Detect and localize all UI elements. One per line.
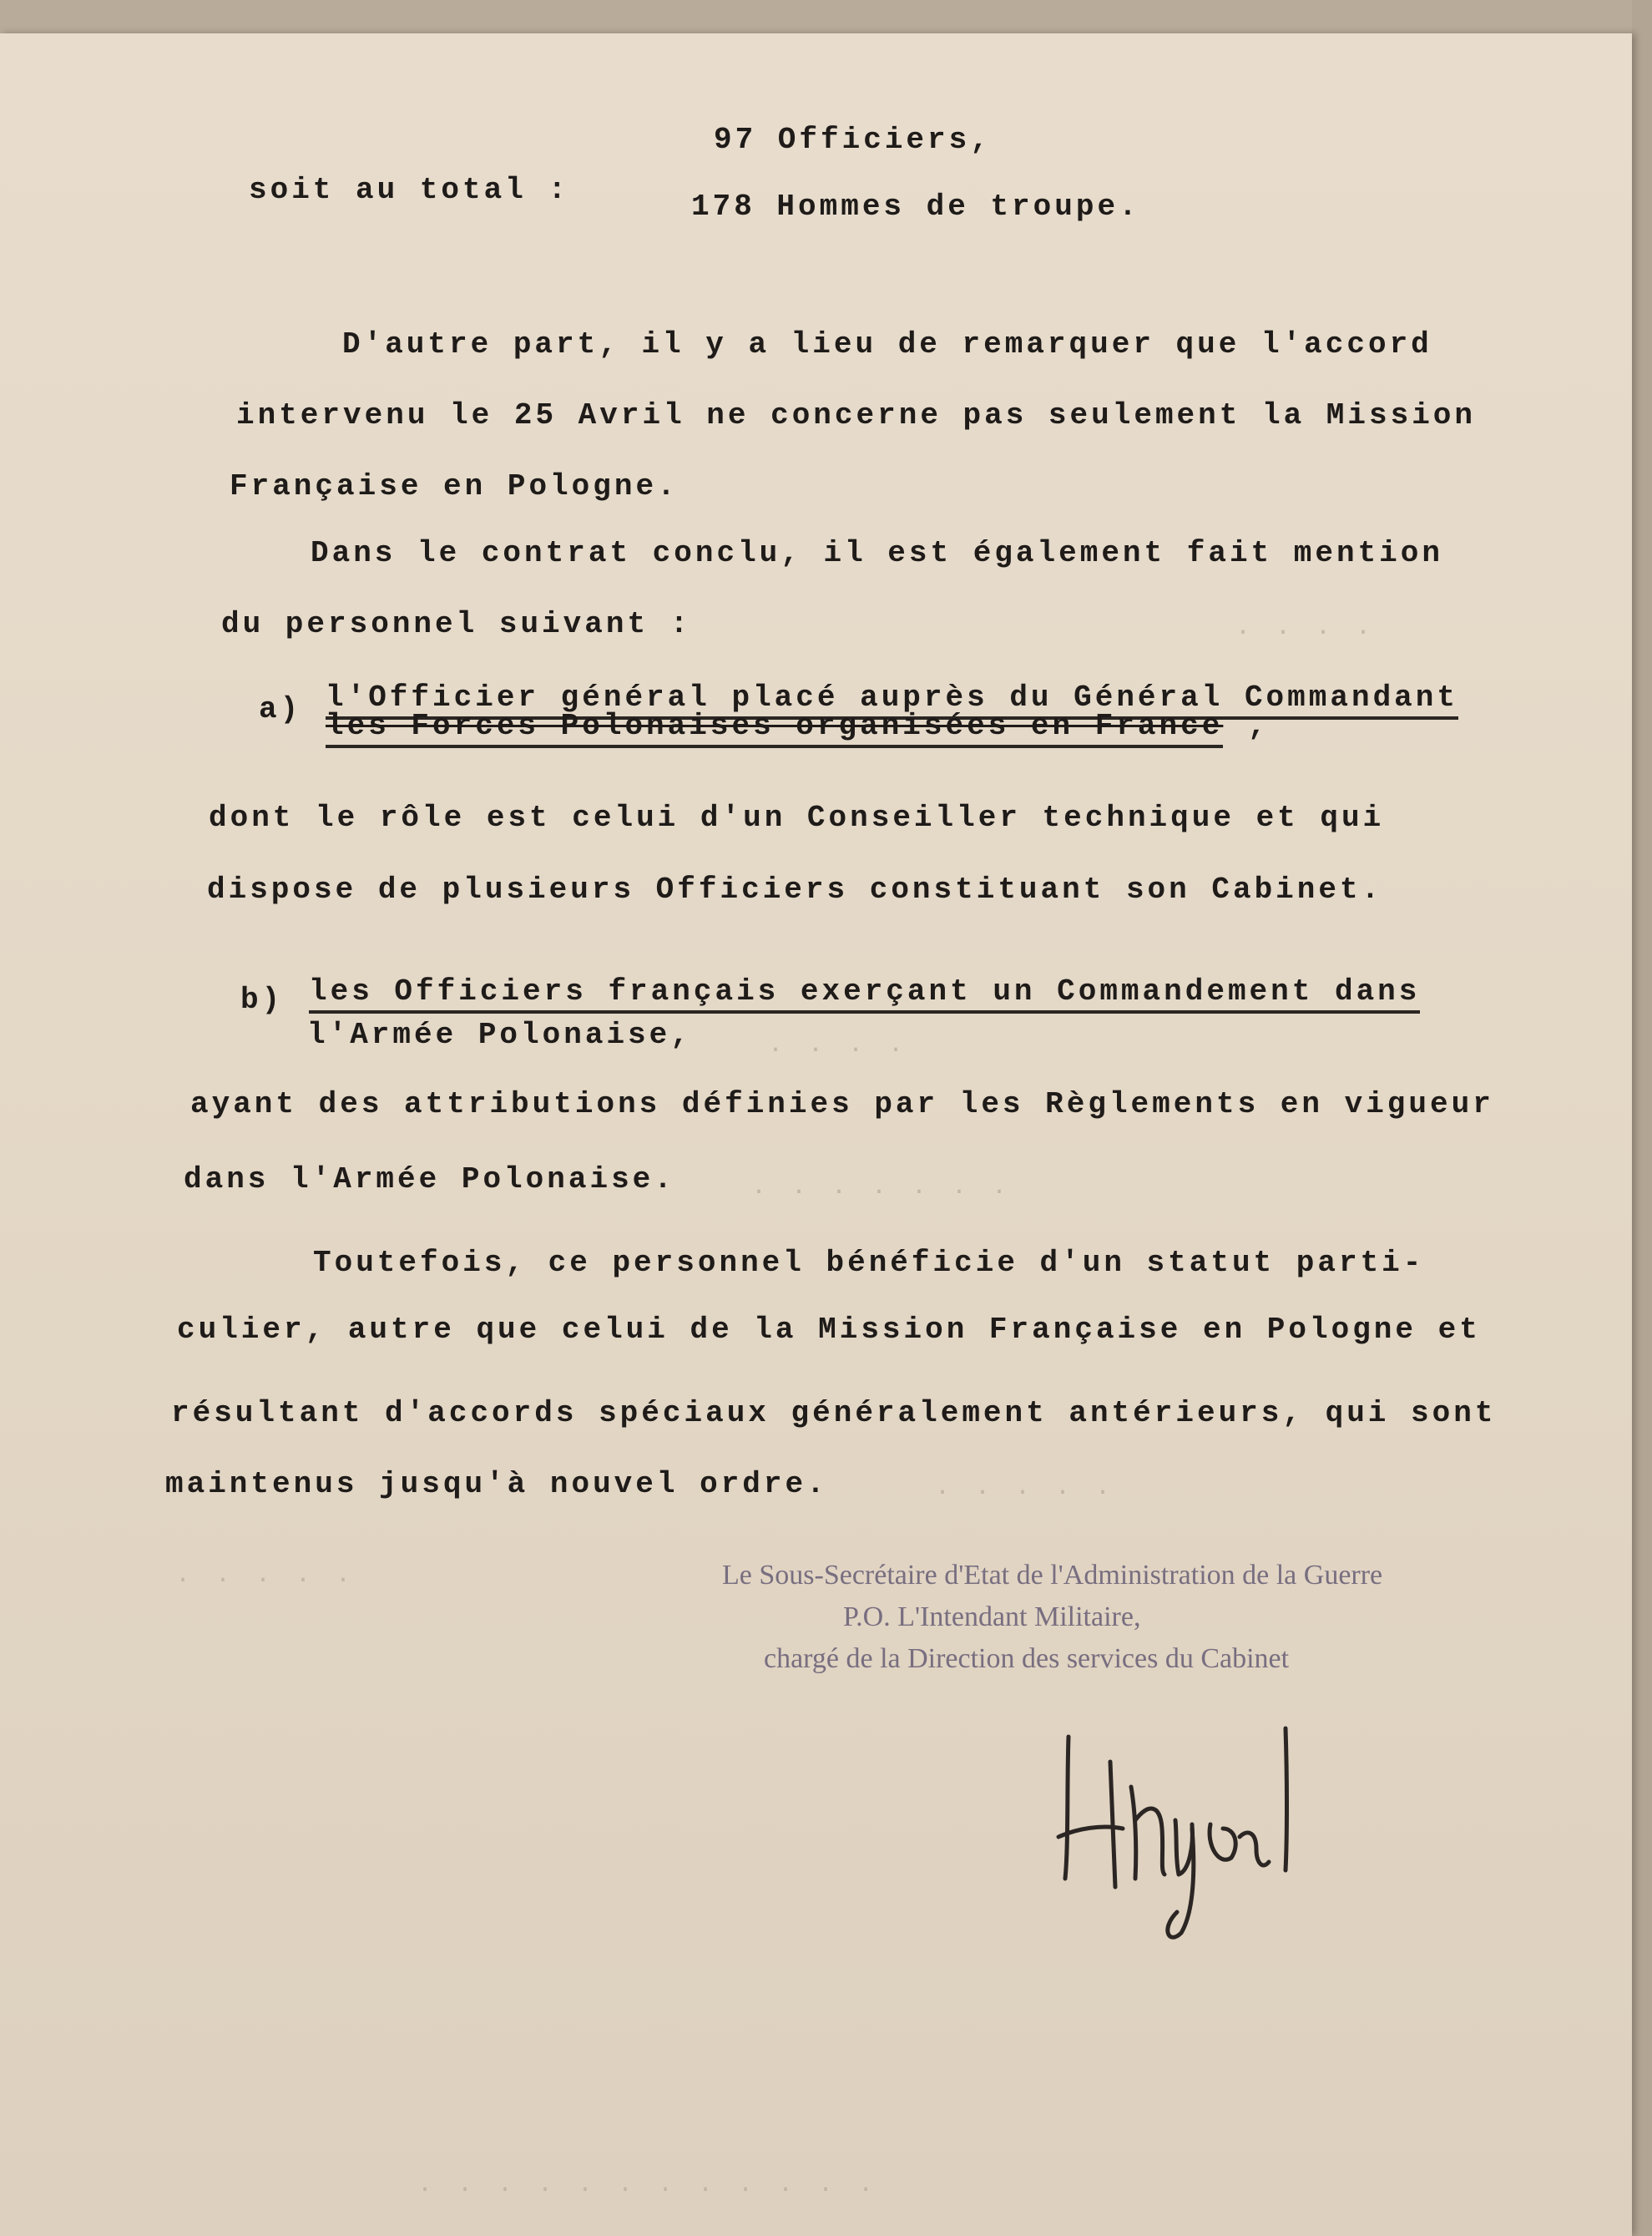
text-line: ayant des attributions définies par les Règlements en vigueur: [190, 1087, 1494, 1121]
underlying-sheet-edge: [1632, 0, 1652, 2236]
item-a-heading: l'Officier général placé auprès du Général Commandant: [326, 683, 1458, 720]
stamp-line-1: Le Sous-Secrétaire d'Etat de l'Administration de la Guerre: [722, 1560, 1383, 1591]
handwritten-signature: [1043, 1712, 1311, 1945]
bleed-through-text: . . . . . . .: [751, 1173, 1013, 1201]
bleed-through-text: . . . .: [768, 1031, 909, 1060]
text-line: du personnel suivant :: [221, 607, 692, 641]
bleed-through-text: . . . . . . . . . . . .: [417, 2171, 879, 2199]
bleed-through-text: . . . . .: [935, 1474, 1116, 1502]
item-a-marker: a): [259, 692, 302, 726]
text-line: culier, autre que celui de la Mission Française en Pologne et: [177, 1313, 1481, 1347]
total-label: soit au total :: [249, 173, 570, 207]
stamp-line-3: chargé de la Direction des services du Cabinet: [764, 1643, 1290, 1674]
item-b-heading-cont: l'Armée Polonaise,: [307, 1018, 692, 1052]
letter-page: [0, 33, 1632, 2236]
item-a-heading-struck: les Forces Polonaises organisées en France: [326, 711, 1223, 748]
text-line: dont le rôle est celui d'un Conseiller technique et qui: [209, 801, 1385, 835]
item-a-heading-end: ,: [1248, 709, 1270, 743]
text-line: résultant d'accords spéciaux généralement antérieurs, qui sont: [171, 1396, 1497, 1430]
bleed-through-text: . . . .: [1235, 614, 1377, 642]
text-line: maintenus jusqu'à nouvel ordre.: [165, 1467, 828, 1501]
stamp-line-2: P.O. L'Intendant Militaire,: [843, 1601, 1141, 1632]
text-line: D'autre part, il y a lieu de remarquer que l'accord: [342, 327, 1432, 362]
text-line: dans l'Armée Polonaise.: [184, 1162, 675, 1196]
text-line: Toutefois, ce personnel bénéficie d'un statut parti-: [313, 1246, 1425, 1280]
item-b-marker: b): [240, 983, 284, 1017]
item-b-heading: les Officiers français exerçant un Commandement dans: [309, 977, 1420, 1014]
text-line: Française en Pologne.: [230, 469, 679, 503]
text-line: intervenu le 25 Avril ne concerne pas seulement la Mission: [236, 398, 1477, 433]
total-troops: 178 Hommes de troupe.: [691, 190, 1140, 224]
text-line: Dans le contrat conclu, il est également fait mention: [311, 536, 1443, 570]
bleed-through-text: . . . . .: [175, 1561, 356, 1590]
total-officers: 97 Officiers,: [714, 123, 992, 157]
text-line: dispose de plusieurs Officiers constituant son Cabinet.: [207, 873, 1383, 907]
